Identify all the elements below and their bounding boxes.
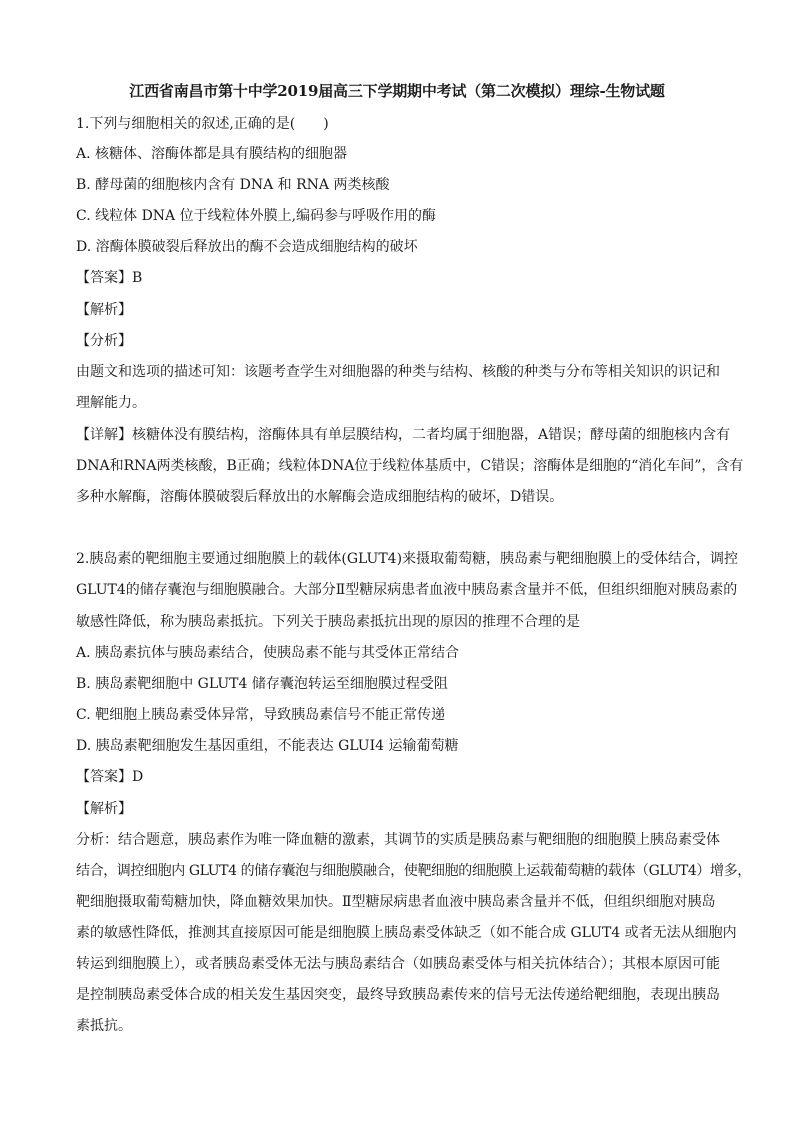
document-title: 江西省南昌市第十中学2019届高三下学期期中考试（第二次模拟）理综-生物试题 [129, 82, 665, 100]
q2-analysis-line: 素抵抗。 [76, 1018, 132, 1034]
q2-stem-line: 2.胰岛素的靶细胞主要通过细胞膜上的载体(GLUT4)来摄取葡萄糖，胰岛素与靶细胞膜上的受体结合，调控 [76, 551, 739, 567]
q2-option-b: B. 胰岛素靶细胞中 GLUT4 储存囊泡转运至细胞膜过程受阻 [76, 676, 448, 692]
q2-answer: 【答案】D [76, 769, 144, 785]
q1-option-b: B. 酵母菌的细胞核内含有 DNA 和 RNA 两类核酸 [76, 177, 390, 193]
q2-analysis-line: 靶细胞摄取葡萄糖加快，降血糖效果加快。Ⅱ型糖尿病患者血液中胰岛素含量并不低，但组织细胞对胰岛 [76, 894, 716, 910]
q1-detail-line: DNA和RNA两类核酸，B正确；线粒体DNA位于线粒体基质中，C错误；溶酶体是细胞的“消化车间”，含有 [76, 458, 744, 474]
q2-analysis-line: 是控制胰岛素受体合成的相关发生基因突变，最终导致胰岛素传来的信号无法传递给靶细胞，表现出胰岛 [76, 987, 720, 1003]
q2-option-c: C. 靶细胞上胰岛素受体异常，导致胰岛素信号不能正常传递 [76, 707, 446, 723]
q1-answer: 【答案】B [76, 270, 143, 286]
q2-stem-line: 敏感性降低，称为胰岛素抵抗。下列关于胰岛素抵抗出现的原因的推理不合理的是 [76, 614, 580, 630]
q1-analysis-label: 【解析】 [76, 302, 132, 318]
q2-option-d: D. 胰岛素靶细胞发生基因重组，不能表达 GLUI4 运输葡萄糖 [76, 738, 459, 754]
q1-option-c: C. 线粒体 DNA 位于线粒体外膜上,编码参与呼吸作用的酶 [76, 208, 437, 224]
q2-analysis-line: 素的敏感性降低，推测其直接原因可能是细胞膜上胰岛素受体缺乏（如不能合成 GLUT4 或者无法从细胞内 [76, 925, 737, 941]
q2-analysis-line: 转运到细胞膜上），或者胰岛素受体无法与胰岛素结合（如胰岛素受体与相关抗体结合）；其根本原因可能 [76, 956, 720, 972]
q2-analysis-line: 分析：结合题意，胰岛素作为唯一降血糖的激素，其调节的实质是胰岛素与靶细胞的细胞膜上胰岛素受体 [76, 832, 720, 848]
q1-stem: 1.下列与细胞相关的叙述,正确的是( ) [76, 116, 329, 132]
q2-option-a: A. 胰岛素抗体与胰岛素结合，使胰岛素不能与其受体正常结合 [76, 645, 460, 661]
q2-stem-line: GLUT4的储存囊泡与细胞膜融合。大部分Ⅱ型糖尿病患者血液中胰岛素含量并不低，但组织细胞对胰岛素的 [76, 582, 738, 598]
q1-detail-line: 多种水解酶，溶酶体膜破裂后释放出的水解酶会造成细胞结构的破坏，D错误。 [76, 489, 564, 505]
q1-option-a: A. 核糖体、溶酶体都是具有膜结构的细胞器 [76, 146, 348, 162]
q1-fenxi-line: 理解能力。 [76, 395, 146, 411]
q1-detail-line: 【详解】核糖体没有膜结构，溶酶体具有单层膜结构，二者均属于细胞器，A错误；酵母菌的细胞核内含有 [76, 427, 731, 443]
q2-analysis-label: 【解析】 [76, 801, 132, 817]
q1-option-d: D. 溶酶体膜破裂后释放出的酶不会造成细胞结构的破坏 [76, 239, 418, 255]
q1-fenxi-line: 由题文和选项的描述可知：该题考查学生对细胞器的种类与结构、核酸的种类与分布等相关知识的识记和 [76, 364, 720, 380]
q2-analysis-line: 结合，调控细胞内 GLUT4 的储存囊泡与细胞膜融合，使靶细胞的细胞膜上运载葡萄糖的载体（GLUT4）增多， [76, 863, 751, 879]
q1-fenxi-label: 【分析】 [76, 333, 132, 349]
